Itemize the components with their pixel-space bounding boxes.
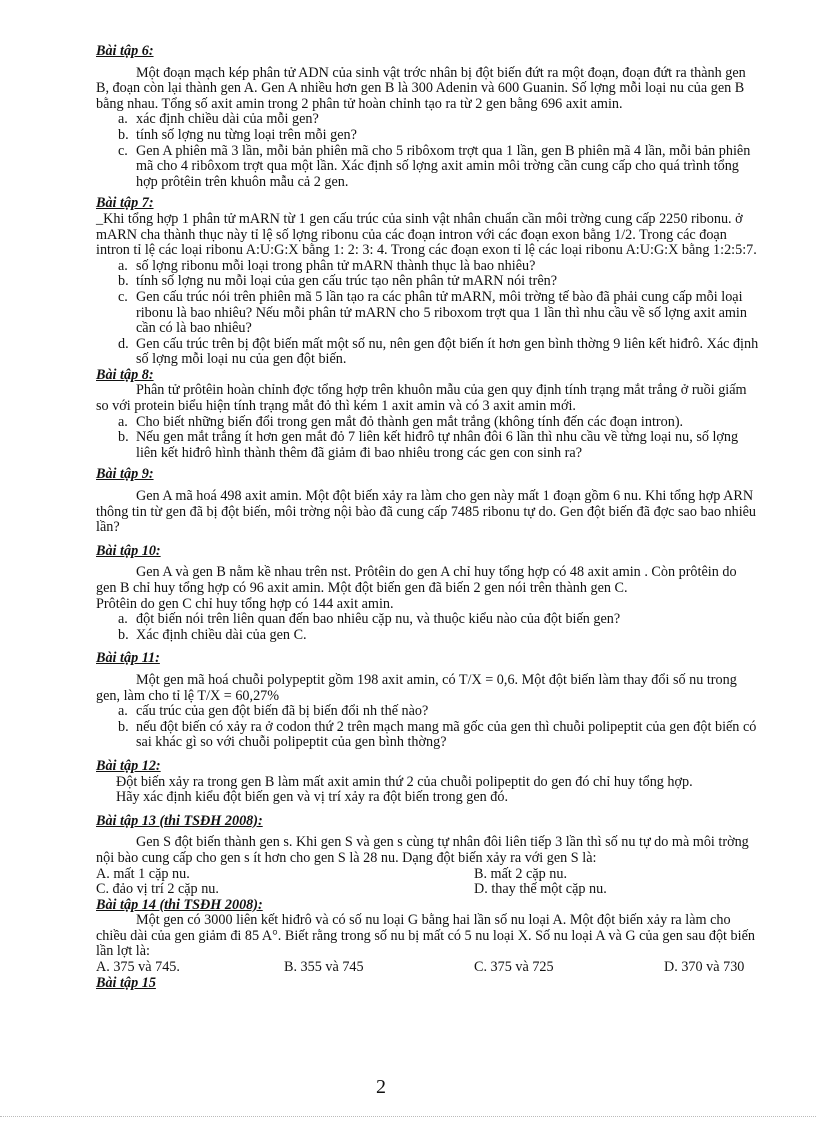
exercise-12-line: Hãy xác định kiểu đột biến gen và vị trí xảy ra đột biến trong gen đó. <box>116 789 509 806</box>
question-item: c. Gen A phiên mã 3 lần, mỗi bản phiên mã cho 5 ribôxom trợt qua 1 lần, gen B phiên mã 4 lần, mỗi bản phiên mã cho 4 ribôxom trợt qua một lần. Xác định số lợng axit amin môi trờng cần cung cấp cho quá trình tổng hợp prôtêin trên khuôn mẫu cả 2 gen. <box>118 142 751 190</box>
answer-option: D. 370 và 730 <box>664 959 745 976</box>
document-page <box>96 44 760 991</box>
page-number: 2 <box>376 1076 386 1098</box>
question-item: b. nếu đột biến có xảy ra ở codon thứ 2 trên mạch mang mã gốc của gen thì chuỗi polipeptit của gen đột biến có sai khác gì so với chuỗi polipeptit của gen bình thờng? <box>118 718 757 751</box>
exercise-10-text: Gen A và gen B nằm kề nhau trên nst. Prôtêin do gen A chỉ huy tổng hợp có 48 axit amin . Còn prôtêin do gen B chỉ huy tổng hợp có 96 axit amin. Một đột biến gen đã biến 2 gen nói trên thành gen C. <box>96 564 737 596</box>
exercise-11-heading: Bài tập 11: <box>96 650 160 667</box>
exercise-15-heading: Bài tập 15 <box>96 974 156 991</box>
answer-option: B. 355 và 745 <box>284 959 364 976</box>
exercise-6-heading: Bài tập 6: <box>96 43 154 59</box>
question-item: b. tính số lợng nu từng loại trên mỗi gen? <box>118 126 357 143</box>
exercise-6-text: Một đoạn mạch kép phân tử ADN của sinh vật trớc nhân bị đột biến đứt ra một đoạn, đoạn đứt ra thành gen B, đoạn còn lại thành gen A. Gen A nhiều hơn gen B là 300 Adenin và 600 Guanin. Số lợng mỗi loại nu của gen B bằng nhau. Tổng số axit amin trong 2 phân tử hoàn chỉnh tạo ra từ 2 gen bằng 696 axit amin. <box>96 64 746 112</box>
question-item: b. tính số lợng nu mỗi loại của gen cấu trúc tạo nên phân tử mARN nói trên? <box>118 273 558 290</box>
answer-option: D. thay thế một cặp nu. <box>474 881 607 898</box>
exercise-8-text: Phân tử prôtêin hoàn chỉnh đợc tổng hợp trên khuôn mẫu của gen quy định tính trạng mắt trắng ở ruồi giấm so với protein biểu hiện tính trạng mắt đỏ thì kém 1 axit amin và có 3 axit amin mới. <box>96 382 747 415</box>
question-item: b. Nếu gen mắt trắng ít hơn gen mắt đỏ 7 liên kết hiđrô tự nhân đôi 6 lần thì nhu cầu về từng loại nu, số lợng liên kết hiđrô hình thành thêm đã giảm đi bao nhiêu trong các gen con sinh ra? <box>118 429 739 461</box>
exercise-10-line: Prôtêin do gen C chỉ huy tổng hợp có 144 axit amin. <box>96 595 394 612</box>
exercise-7-heading: Bài tập 7: <box>96 195 154 212</box>
exercise-14-options <box>96 960 760 976</box>
question-item: d. Gen cấu trúc trên bị đột biến mất một số nu, nên gen đột biến ít hơn gen bình thờng 9 liên kết hiđrô. Xác định số lợng mỗi loại nu của gen đột biến. <box>118 335 759 368</box>
answer-option: C. 375 và 725 <box>474 959 554 976</box>
question-item: a. cấu trúc của gen đột biến đã bị biến đổi nh thế nào? <box>118 703 429 720</box>
exercise-6-questions <box>96 112 760 190</box>
exercise-11-text: Một gen mã hoá chuỗi polypeptit gồm 198 axit amin, có T/X = 0,6. Một đột biến làm thay đổi số nu trong gen, làm cho tỉ lệ T/X = 60,27% <box>96 671 737 704</box>
question-item: a. Cho biết những biến đổi trong gen mắt đỏ thành gen mắt trắng (không tính đến các đoạn intron). <box>118 413 684 430</box>
exercise-10-questions <box>96 612 760 643</box>
exercise-13-heading: Bài tập 13 (thi TSĐH 2008): <box>96 812 263 829</box>
question-item: b. Xác định chiều dài của gen C. <box>118 626 307 643</box>
answer-option: B. mất 2 cặp nu. <box>474 865 567 882</box>
page-bottom-divider <box>0 1116 816 1117</box>
exercise-12-text: Đột biến xảy ra trong gen B làm mất axit amin thứ 2 của chuỗi polipeptit do gen đó chỉ huy tổng hợp. <box>116 773 693 790</box>
question-item: a. số lợng ribonu mỗi loại trong phân tử mARN thành thục là bao nhiêu? <box>118 257 536 274</box>
exercise-14-heading: Bài tập 14 (thi TSĐH 2008): <box>96 896 263 913</box>
answer-option: A. mất 1 cặp nu. <box>96 865 190 882</box>
answer-option: A. 375 và 745. <box>96 959 180 976</box>
exercise-8-heading: Bài tập 8: <box>96 366 154 383</box>
exercise-9-text: Gen A mã hoá 498 axit amin. Một đột biến xảy ra làm cho gen này mất 1 đoạn gồm 6 nu. Khi tổng hợp ARN thông tin từ gen đã bị đột biến, môi trờng nội bào đã cung cấp 7485 ribonu tự do. Gen đột biến đã đợc sao bao nhiêu lần? <box>96 488 757 536</box>
question-item: a. xác định chiều dài của mỗi gen? <box>118 111 319 128</box>
exercise-8-questions <box>96 415 760 462</box>
question-item: a. đột biến nói trên liên quan đến bao nhiêu cặp nu, và thuộc kiểu nào của đột biến gen? <box>118 611 621 628</box>
exercise-7-questions <box>96 259 760 368</box>
exercise-11-questions <box>96 704 760 751</box>
exercise-10-heading: Bài tập 10: <box>96 542 161 559</box>
exercise-9-heading: Bài tập 9: <box>96 466 154 483</box>
exercise-14-text: Một gen có 3000 liên kết hiđrô và có số nu loại G bằng hai lần số nu loại A. Một đột biến xảy ra làm cho chiều dài của gen giảm đi 85 A°. Biết rằng trong số nu bị mất có 5 nu loại X. Số nu loại A và G của gen sau đột biến lần lợt là: <box>96 912 755 960</box>
exercise-12-heading: Bài tập 12: <box>96 757 161 774</box>
answer-option: C. đảo vị trí 2 cặp nu. <box>96 881 219 898</box>
exercise-7-text: _Khi tổng hợp 1 phân tử mARN từ 1 gen cấu trúc của sinh vật nhân chuẩn cần môi trờng cung cấp 2250 ribonu. ở mARN cha thành thục này tỉ lệ số lợng ribonu của các đoạn intron với các đoạn exon bằng 1/2. Trong các đoạn intron tỉ lệ các loại ribonu A:U:G:X bằng 1: 2: 3: 4. Trong các đoạn exon tỉ lệ các loại ribonu A:U:G:X bằng 1:2:5:7. <box>96 210 757 259</box>
exercise-13-text: Gen S đột biến thành gen s. Khi gen S và gen s cùng tự nhân đôi liên tiếp 3 lần thì số nu tự do mà môi trờng nội bào cung cấp cho gen s ít hơn cho gen S là 28 nu. Dạng đột biến xảy ra với gen S là: <box>96 834 749 866</box>
question-item: c. Gen cấu trúc nói trên phiên mã 5 lần tạo ra các phân tử mARN, môi trờng tế bào đã phải cung cấp mỗi loại ribonu là bao nhiêu? Nếu mỗi phân tử mARN cho 5 riboxom trợt qua 1 lần thì nhu cầu về số lợng axit amin cần có là bao nhiêu? <box>118 288 747 337</box>
exercise-13-options <box>96 867 760 898</box>
